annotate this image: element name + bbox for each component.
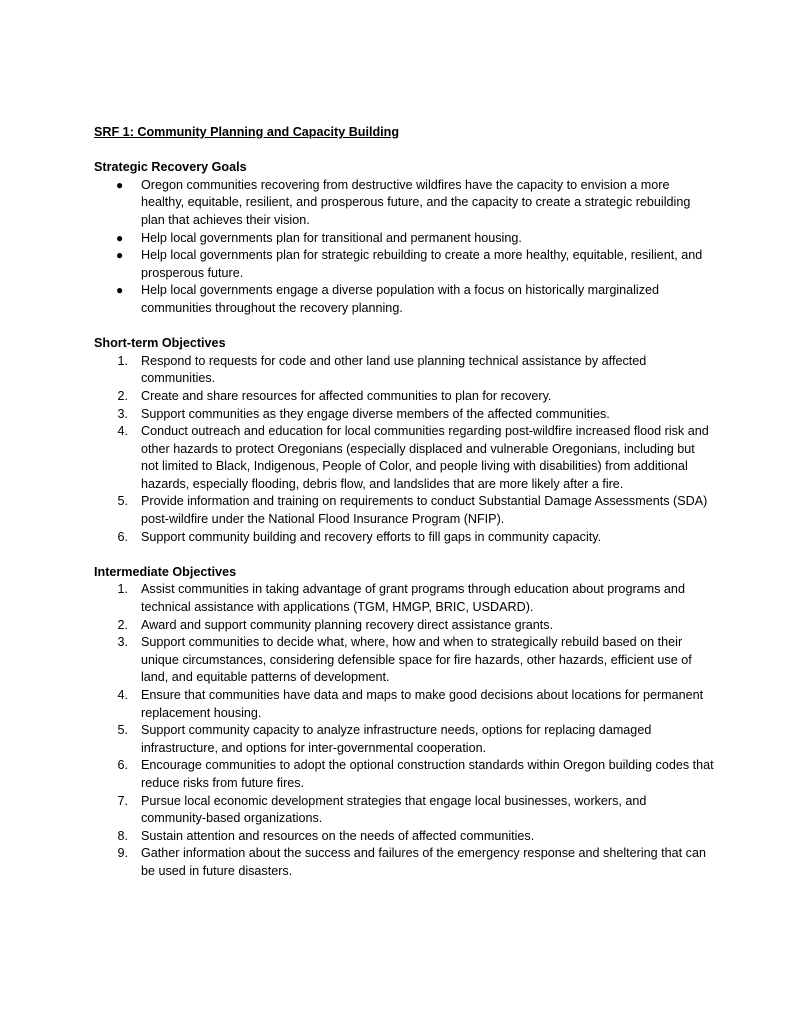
list-item: 4. Ensure that communities have data and maps to make good decisions about locations for permanent replacement housing. xyxy=(117,688,704,720)
bullet-icon: ● xyxy=(116,177,124,192)
section-heading-strategic-recovery-goals: Strategic Recovery Goals xyxy=(94,160,247,175)
document-title: SRF 1: Community Planning and Capacity Building xyxy=(94,125,400,139)
section-heading-short-term-objectives: Short-term Objectives xyxy=(94,336,226,351)
list-item: 4. Conduct outreach and education for local communities regarding post-wildfire increased flood risk and other hazards to protect Oregonians (especially displaced and vulnerable Oregonians, including but not limited to Black, Indigenous, People of Color, and people living with disabilities) from additional hazards, especially flooding, debris flow, and landslides that are more likely after a fire. xyxy=(117,424,709,491)
list-item: 3. Support communities to decide what, where, how and when to strategically rebuild based on their unique circumstances, considering defensible space for fire hazards, other hazards, efficient use of land, and equitable patterns of development. xyxy=(117,635,692,685)
list-item: 6. Support community building and recovery efforts to fill gaps in community capacity. xyxy=(117,529,602,544)
list-item: ● Help local governments plan for transitional and permanent housing. xyxy=(94,230,714,248)
strategic-goals-list xyxy=(94,177,714,318)
list-item: 7. Pursue local economic development strategies that engage local businesses, workers, and community-based organizations. xyxy=(117,793,647,826)
bullet-icon: ● xyxy=(116,283,124,298)
intermediate-objectives-list xyxy=(94,581,714,880)
list-item: 2. Create and share resources for affected communities to plan for recovery. xyxy=(117,388,552,403)
list-item: ● Oregon communities recovering from destructive wildfires have the capacity to envision a more healthy, equitable, resilient, and prosperous future, and the capacity to create a strategic rebuilding plan that achieves their vision. xyxy=(116,177,691,227)
bullet-icon: ● xyxy=(116,230,124,245)
list-item: ● Help local governments plan for strategic rebuilding to create a more healthy, equitable, resilient, and prosperous future. xyxy=(116,248,703,280)
list-item: 9. Gather information about the success and failures of the emergency response and sheltering that can be used in future disasters. xyxy=(117,846,706,878)
list-item: 5. Support community capacity to analyze infrastructure needs, options for replacing damaged infrastructure, and options for inter-governmental cooperation. xyxy=(117,723,652,755)
list-item: 3. Support communities as they engage diverse members of the affected communities. xyxy=(117,406,610,421)
short-term-objectives-list xyxy=(94,353,714,547)
list-item: 6. Encourage communities to adopt the optional construction standards within Oregon building codes that reduce risks from future fires. xyxy=(117,758,714,790)
list-item: 8. Sustain attention and resources on the needs of affected communities. xyxy=(117,828,535,843)
section-heading-intermediate-objectives: Intermediate Objectives xyxy=(94,564,237,579)
list-item: 1. Respond to requests for code and other land use planning technical assistance by affected communities. xyxy=(117,353,647,386)
bullet-icon: ● xyxy=(116,248,124,263)
list-item: 2. Award and support community planning recovery direct assistance grants. xyxy=(117,617,554,632)
list-item: ● Help local governments engage a diverse population with a focus on historically marginalized communities throughout the recovery planning. xyxy=(116,283,660,315)
document-body xyxy=(94,124,714,881)
list-item: 5. Provide information and training on requirements to conduct Substantial Damage Assessments (SDA) post-wildfire under the National Flood Insurance Program (NFIP). xyxy=(117,494,708,527)
list-item: 1. Assist communities in taking advantage of grant programs through education about programs and technical assistance with applications (TGM, HMGP, BRIC, USDARD). xyxy=(117,582,685,615)
